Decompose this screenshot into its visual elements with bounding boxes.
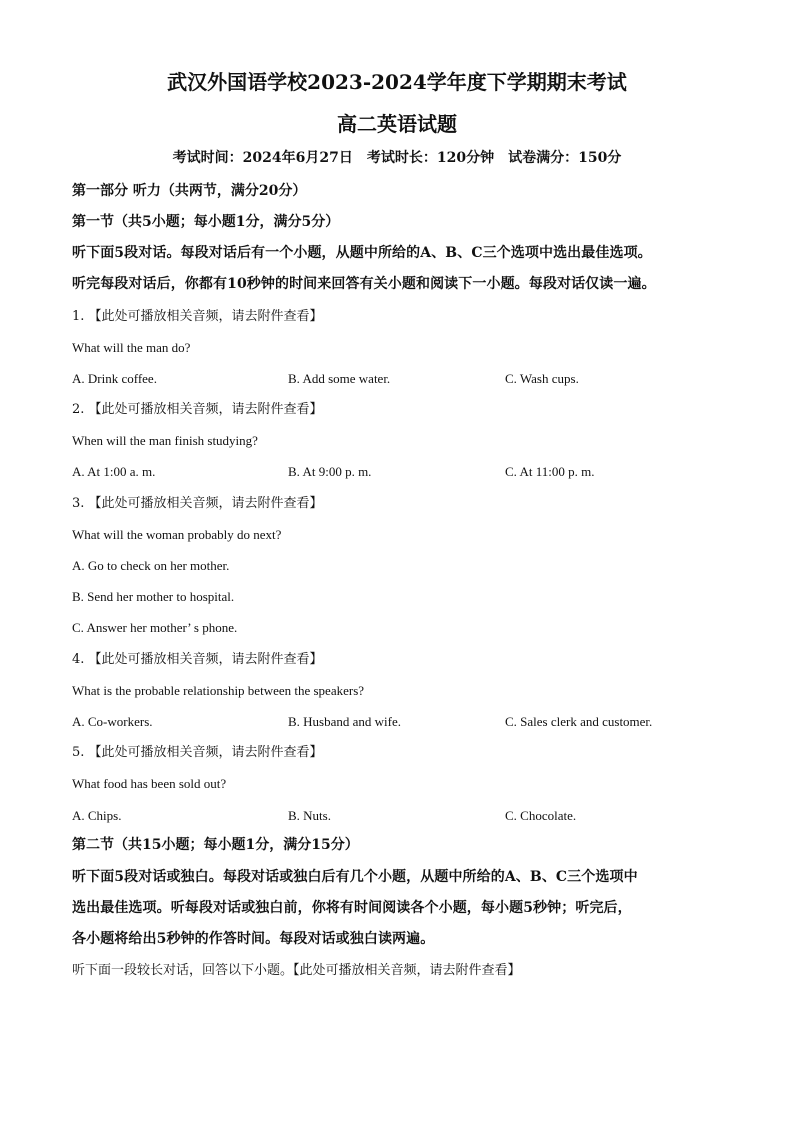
option-a: A. Drink coffee. <box>72 371 157 386</box>
section2-instruction-line: 各小题将给出5秒钟的作答时间。每段对话或独白读两遍。 <box>72 931 435 947</box>
section2-instruction-line: 选出最佳选项。听每段对话或独白前，你将有时间阅读各个小题，每小题5秒钟；听完后， <box>72 900 632 916</box>
option-a: A. At 1:00 a. m. <box>72 464 156 479</box>
exam-subtitle: 高二英语试题 <box>337 112 457 136</box>
section1-heading: 第一节（共5小题；每小题1分，满分5分） <box>72 214 340 230</box>
question-text: When will the man finish studying? <box>72 433 258 448</box>
audio-placeholder: 1. 【此处可播放相关音频，请去附件查看】 <box>72 309 323 324</box>
exam-info: 考试时间：2024年6月27日 考试时长：120分钟 试卷满分：150分 <box>172 150 622 166</box>
section2-instruction-line: 听下面5段对话或独白。每段对话或独白后有几个小题，从题中所给的A、B、C三个选项中 <box>72 869 638 885</box>
option-b: B. Nuts. <box>288 808 331 823</box>
option-b: B. At 9:00 p. m. <box>288 464 372 479</box>
option-b: B. Send her mother to hospital. <box>72 589 235 604</box>
audio-placeholder: 4. 【此处可播放相关音频，请去附件查看】 <box>72 652 323 667</box>
option-c: C. Answer her mother’ s phone. <box>72 620 238 635</box>
audio-placeholder: 2. 【此处可播放相关音频，请去附件查看】 <box>72 402 323 417</box>
option-a: A. Go to check on her mother. <box>72 558 230 573</box>
question-text: What is the probable relationship between the speakers? <box>72 683 365 698</box>
question-text: What will the man do? <box>72 340 191 355</box>
question-text: What will the woman probably do next? <box>72 527 282 542</box>
section2-heading: 第二节（共15小题；每小题1分，满分15分） <box>72 837 359 853</box>
option-c: C. Wash cups. <box>505 371 579 386</box>
question-text: What food has been sold out? <box>72 776 227 791</box>
section1-instruction-line: 听完每段对话后，你都有10秒钟的时间来回答有关小题和阅读下一小题。每段对话仅读一遍。 <box>72 276 656 292</box>
option-c: C. Sales clerk and customer. <box>505 714 653 729</box>
option-c: C. Chocolate. <box>505 808 577 823</box>
option-c: C. At 11:00 p. m. <box>505 464 595 479</box>
part1-heading: 第一部分 听力（共两节，满分20分） <box>72 183 307 199</box>
option-b: B. Husband and wife. <box>288 714 402 729</box>
option-a: A. Chips. <box>72 808 122 823</box>
section1-instruction-line: 听下面5段对话。每段对话后有一个小题，从题中所给的A、B、C三个选项中选出最佳选项。 <box>72 245 652 261</box>
option-a: A. Co-workers. <box>72 714 153 729</box>
exam-title: 武汉外国语学校2023-2024学年度下学期期末考试 <box>167 70 627 94</box>
option-b: B. Add some water. <box>288 371 391 386</box>
audio-placeholder: 听下面一段较长对话，回答以下小题。【此处可播放相关音频，请去附件查看】 <box>72 963 521 978</box>
audio-placeholder: 5. 【此处可播放相关音频，请去附件查看】 <box>72 745 323 760</box>
audio-placeholder: 3. 【此处可播放相关音频，请去附件查看】 <box>72 496 323 511</box>
